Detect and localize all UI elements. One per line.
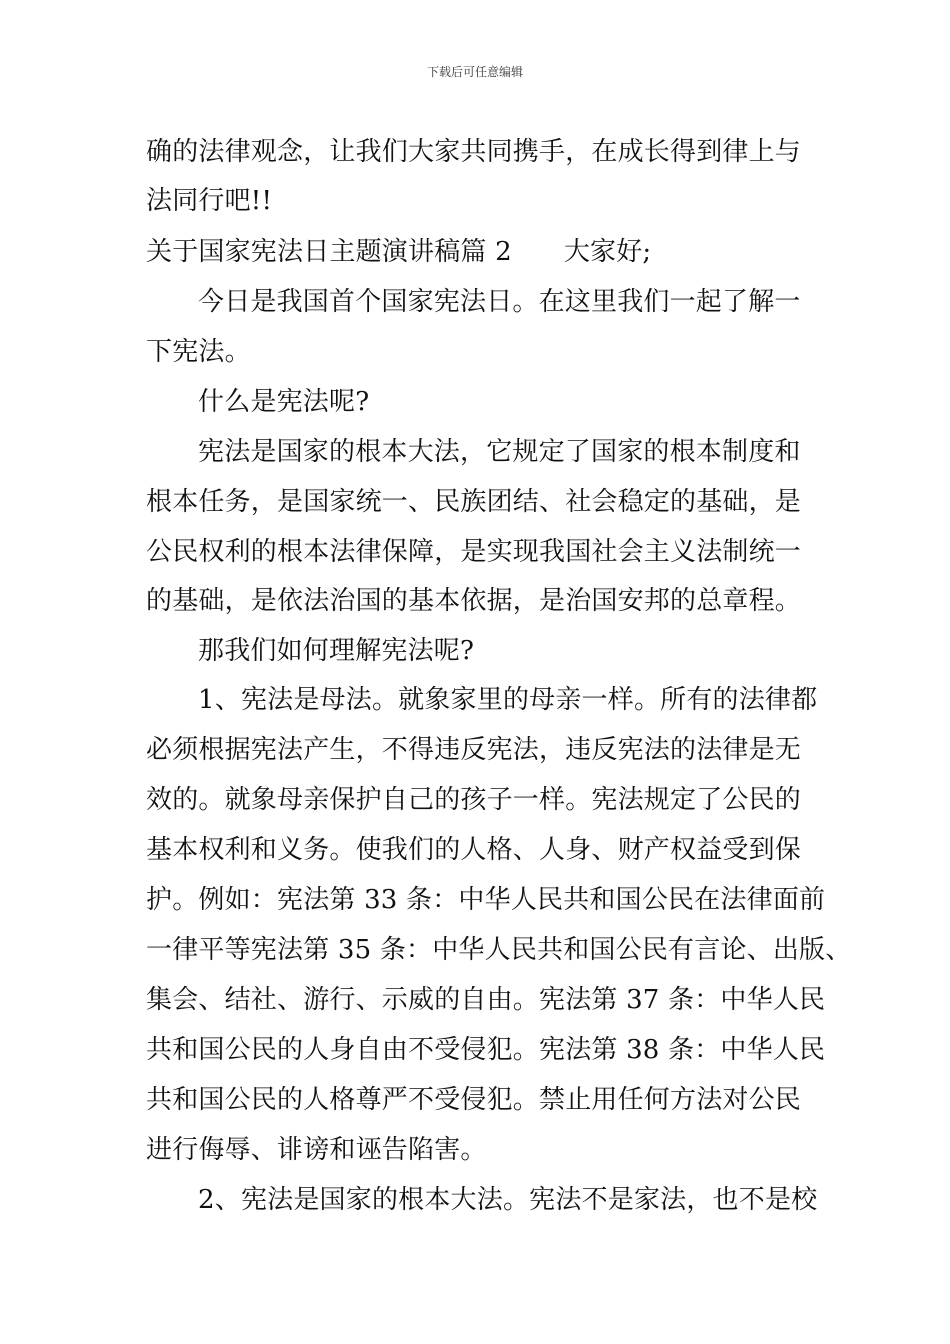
text-line: 一律平等宪法第 35 条：中华人民共和国公民有言论、出版、: [146, 935, 852, 965]
text-line: 今日是我国首个国家宪法日。在这里我们一起了解一: [198, 287, 801, 317]
text-line: 根本任务，是国家统一、民族团结、社会稳定的基础，是: [146, 487, 802, 517]
text-line: 共和国公民的人格尊严不受侵犯。禁止用任何方法对公民: [146, 1085, 802, 1115]
text-line: 什么是宪法呢?: [198, 387, 370, 417]
text-line: 下宪法。: [146, 337, 251, 367]
text-line: 集会、结社、游行、示威的自由。宪法第 37 条：中华人民: [146, 985, 826, 1015]
page-header: 下载后可任意编辑: [426, 65, 523, 79]
text-line: 1、宪法是母法。就象家里的母亲一样。所有的法律都: [198, 685, 818, 715]
text-line: 那我们如何理解宪法呢?: [198, 636, 475, 666]
text-line: 2、宪法是国家的根本大法。宪法不是家法，也不是校: [198, 1185, 818, 1215]
heading-greeting: 大家好;: [563, 237, 652, 267]
text-line: 的基础，是依法治国的基本依据，是治国安邦的总章程。: [146, 586, 802, 616]
text-line: 确的法律观念，让我们大家共同携手，在成长得到律上与: [146, 137, 802, 167]
text-line: 公民权利的根本法律保障，是实现我国社会主义法制统一: [146, 537, 802, 567]
text-line: 基本权利和义务。使我们的人格、人身、财产权益受到保: [146, 835, 802, 865]
text-line: 效的。就象母亲保护自己的孩子一样。宪法规定了公民的: [146, 785, 802, 815]
heading-title: 关于国家宪法日主题演讲稿篇 2: [146, 237, 512, 267]
text-line: 宪法是国家的根本大法，它规定了国家的根本制度和: [198, 437, 801, 467]
section-heading: [146, 234, 651, 270]
text-line: 进行侮辱、诽谤和诬告陷害。: [146, 1135, 487, 1165]
text-line: 护。例如：宪法第 33 条：中华人民共和国公民在法律面前: [146, 885, 826, 915]
text-line: 必须根据宪法产生，不得违反宪法，违反宪法的法律是无: [146, 735, 802, 765]
text-line: 共和国公民的人身自由不受侵犯。宪法第 38 条：中华人民: [146, 1035, 826, 1065]
text-line: 法同行吧!!: [146, 186, 273, 216]
